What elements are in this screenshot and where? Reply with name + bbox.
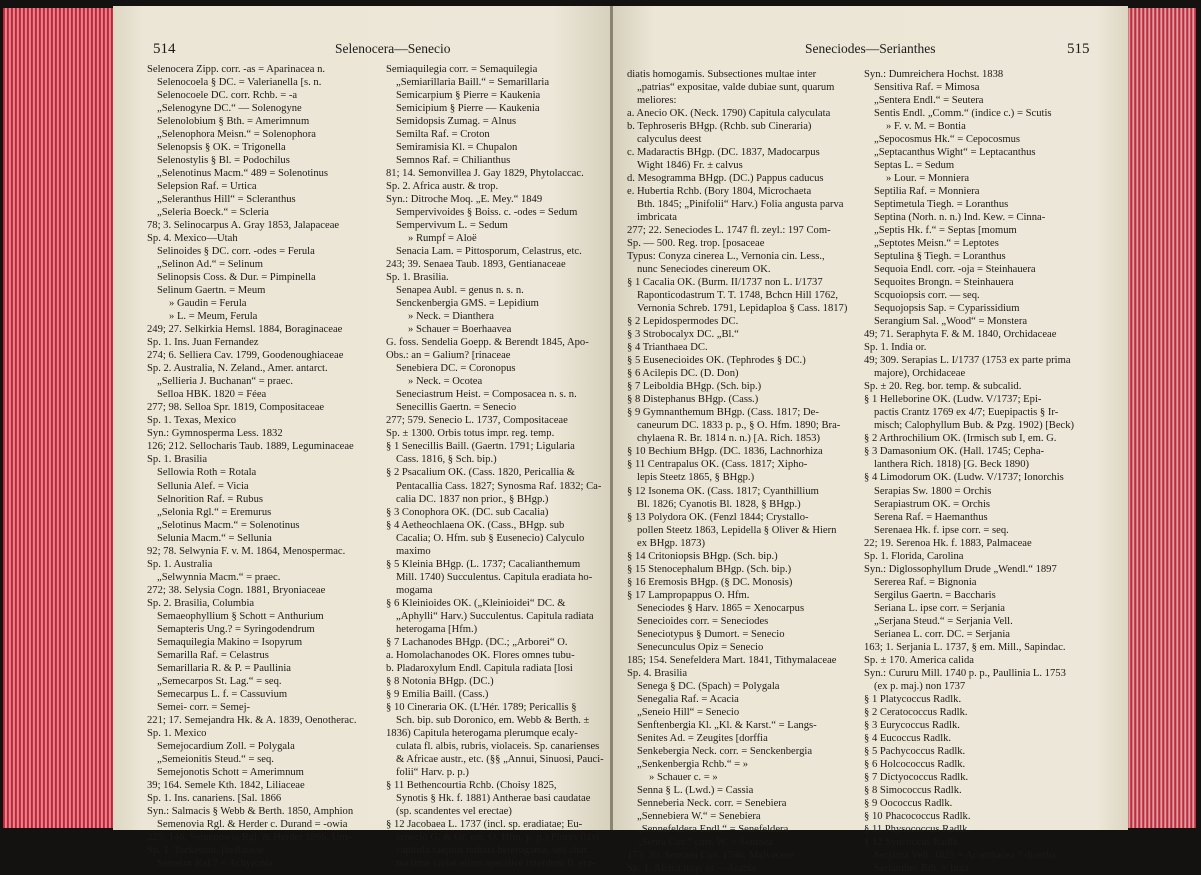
entry-line: Sp. ± 1300. Orbis totus impr. reg. temp.	[386, 428, 555, 440]
entry-line: Selunia Macm.“ = Sellunia	[157, 532, 272, 544]
entry-line: & Africae austr., etc. (§§ „Annui, Sinuosi, Pauci-	[396, 753, 604, 765]
entry-line: Sp. 4. Brasilia	[627, 667, 688, 679]
entry-line: Syn.: Salmacis § Webb & Berth. 1850, Amphion	[147, 805, 354, 817]
entry-line: Sp. 2. Africa austr. & trop.	[386, 181, 499, 193]
entry-line: heterogama [Hfm.)	[396, 623, 478, 635]
entry-line: Sequoia Endl. corr. -oja = Steinhauera	[874, 264, 1036, 276]
running-head-right: Seneciodes—Serianthes	[805, 41, 936, 56]
entry-line: Semecarpus L. f. = Cassuvium	[157, 688, 288, 700]
entry-line: § 9 Oococcus Radlk.	[864, 797, 953, 809]
entry-line: „Septis Hk. f.“ = Septas [momum	[874, 225, 1017, 237]
entry-line: 163; 1. Serjania L. 1737, § em. Mill., Sapindac.	[864, 641, 1066, 653]
entry-line: Sp. ± 170. America calida	[864, 654, 974, 666]
entry-line: » Schauer = Boerhaavea	[408, 324, 512, 336]
entry-line: Semaeophyllium § Schott = Anthurium	[157, 610, 324, 622]
entry-line: Syn.: Cururu Mill. 1740 p. p., Paullinia L. 1753	[864, 667, 1066, 679]
entry-line: Senapea Aubl. = genus n. s. n.	[396, 285, 524, 297]
entry-line: § 3 Eurycoccus Radlk.	[864, 719, 960, 731]
entry-line: capitula saepius radiata heterogama, sed char.	[396, 844, 590, 856]
entry-line: 277; 22. Seneciodes L. 1747 fl. zeyl.: 197 Com-	[627, 225, 831, 237]
entry-line: „Septotes Meisn.“ = Leptotes	[874, 238, 999, 250]
entry-line: § 12 Isonema OK. (Cass. 1817; Cyanthillium	[627, 485, 819, 497]
entry-line: Mill. 1740) Succulentus. Capitula eradiata ho-	[396, 571, 593, 583]
entry-line: chylaena R. Br. 1814 n. n.) [A. Rich. 1853)	[637, 433, 821, 445]
entry-line: Senna § L. (Lwd.) = Cassia	[637, 784, 754, 796]
entry-line: » Neck. = Ocotea	[408, 376, 483, 388]
entry-line: 221; 17. Semejandra Hk. & A. 1839, Oenotherac.	[147, 714, 357, 726]
entry-line: (ex p. maj.) non 1737	[874, 680, 966, 692]
entry-line: Synotis § Hk. f. 1881) Antherae basi caudatae	[396, 792, 591, 804]
entry-line: Semidopsis Zumag. = Alnus	[396, 116, 517, 128]
entry-line: § 9 Emilia Baill. (Cass.)	[386, 688, 489, 700]
entry-line: Selinoides § DC. corr. -odes = Ferula	[157, 246, 315, 258]
entry-line: § 4 Trianthaea DC.	[627, 342, 708, 354]
entry-line: Sellowia Roth = Rotala	[157, 467, 257, 479]
entry-line: Senftenbergia Kl. „Kl. & Karst.“ = Langs-	[637, 719, 817, 731]
entry-line: Semapteris Ung.? = Syringodendrum	[157, 623, 315, 635]
entry-line: Senecunculus Opiz = Senecio	[637, 641, 764, 653]
running-head-left: Selenocera—Senecio	[335, 41, 451, 56]
entry-line: Serangium Sal. „Wood“ = Monstera	[874, 316, 1028, 328]
entry-line: Selenopsis § OK. = Trigonella	[157, 142, 286, 154]
entry-line: Septina (Norh. n. n.) Ind. Kew. = Cinna-	[874, 212, 1046, 224]
entry-line: Wight 1846) Fr. ± calvus	[637, 160, 743, 172]
left-page	[113, 6, 612, 869]
entry-line: „Selenogyne DC.“ — Solenogyne	[157, 103, 302, 115]
entry-line: Serena Raf. = Haemanthus	[874, 511, 988, 523]
entry-line: Senecioides corr. = Seneciodes	[637, 615, 769, 627]
entry-line: Syn.: Ditroche Moq. „E. Mey.“ 1849	[386, 194, 543, 206]
entry-line: „Semecarpos St. Lag.“ = seq.	[157, 675, 282, 687]
entry-line: Serapiastrum OK. = Orchis	[874, 498, 991, 510]
entry-line: » Schauer c. = »	[649, 771, 718, 783]
entry-line: „Sellieria J. Buchanan“ = praec.	[157, 376, 293, 388]
entry-line: § 7 Dictyococcus Radlk.	[864, 771, 969, 783]
entry-line: Sp. 1. Ins. canariens. [Sal. 1866	[147, 792, 282, 804]
entry-line: § 4 Limodorum OK. (Ludw. V/1737; Ionorchis	[864, 472, 1064, 484]
entry-line: Semaquilegia Makino = Isopyrum	[157, 636, 303, 648]
entry-line: calia DC. 1837 non prior., § BHgp.)	[396, 493, 549, 505]
entry-line: § 10 Cineraria OK. (L'Hér. 1789; Pericallis §	[386, 701, 577, 713]
entry-line: § 7 Lachanodes BHgp. (DC.; „Arborei“ O.	[386, 636, 568, 648]
entry-line: „Sentera Endl.“ = Seutera	[874, 95, 984, 107]
entry-line: Senecillis Gaertn. = Senecio	[396, 402, 517, 414]
entry-line: » Gaudin = Ferula	[169, 298, 247, 310]
entry-line: G. foss. Sendelia Goepp. & Berendt 1845, Apo-	[386, 337, 589, 349]
entry-line: 274; 6. Selliera Cav. 1799, Goodenoughiaceae	[147, 350, 344, 362]
entry-line: 126; 212. Sellocharis Taub. 1889, Leguminaceae	[147, 441, 354, 453]
entry-line: § 10 Phacococcus Radlk.	[864, 810, 971, 822]
entry-line: Serjania Vell. 1825 = Acanthacea ? diantha	[874, 849, 1056, 861]
entry-line: § 3 Strobocalyx DC. „Bl.“	[627, 329, 739, 341]
entry-line: Selenolobium § Bth. = Amerimnum	[157, 116, 310, 128]
entry-line: 49; 71. Seraphyta F. & M. 1840, Orchidaceae	[864, 329, 1057, 341]
entry-line: Sp. 1. Florida, Carolina	[864, 550, 964, 562]
entry-line: Senites Ad. = Zeugites [dorffia	[637, 732, 768, 744]
entry-line: » L. = Meum, Ferula	[169, 311, 258, 323]
entry-line: Senebiera DC. = Coronopus	[396, 363, 516, 375]
entry-line: meliores:	[637, 95, 677, 107]
entry-line: Seneciastrum Heist. = Composacea n. s. n.	[396, 389, 577, 401]
entry-line: Sp. 4. Mexico—Utah	[147, 233, 238, 245]
entry-line: Typus: Conyza cinerea L., Vernonia cin. Less.,	[627, 251, 825, 263]
entry-line: „Sepocosmus Hk.“ = Cepocosmus	[874, 134, 1021, 146]
entry-line: Raponticodastrum T. T. 1748, Bchcn Hill 1762,	[637, 290, 839, 302]
entry-line: § 1 Cacalia OK. (Burm. II/1737 non L. I/1737	[627, 277, 823, 289]
entry-line: 22; 19. Serenoa Hk. f. 1883, Palmaceae	[864, 537, 1032, 549]
entry-line: Sp. 1. Africa trop. or.—Arabia	[627, 862, 756, 874]
entry-line: Selenocoele DC. corr. Rchb. = -a	[157, 90, 298, 102]
entry-line: § 13 Polydora OK. (Fenzl 1844; Crystallo-	[627, 511, 809, 523]
entry-line: e. Hubertia Rchb. (Bory 1804, Microchaeta	[627, 186, 812, 198]
entry-line: § 3 Conophora OK. (DC. sub Cacalia)	[386, 506, 549, 518]
entry-line: § 3 Damasonium OK. (Hall. 1745; Cepha-	[864, 446, 1045, 458]
entry-line: pactis Crantz 1769 ex 4/7; Euepipactis § Ir-	[874, 407, 1059, 419]
entry-line: Bl. 1826; Cyanotis Bl. 1828, § BHgp.)	[637, 498, 801, 510]
entry-line: Semicipium § Pierre — Kaukenia	[396, 103, 540, 115]
entry-line: Selenocera Zipp. corr. -as = Aparinacea n.	[147, 64, 326, 75]
entry-line: Syn.: Diglossophyllum Drude „Wendl.“ 1897	[864, 563, 1057, 575]
entry-line: 81; 14. Semonvillea J. Gay 1829, Phytolaccac.	[386, 168, 584, 180]
entry-line: Seriana L. ipse corr. = Serjania	[874, 602, 1005, 614]
entry-line: Selnorition Raf. = Rubus	[157, 493, 264, 505]
entry-line: imbricata	[637, 212, 678, 224]
entry-line: Sp. 1. Australia	[147, 558, 213, 570]
entry-line: Sp. 1. Mexico	[147, 727, 207, 739]
entry-line: Senega § DC. (Spach) = Polygala	[637, 680, 780, 692]
entry-line: diatis homogamis. Subsectiones multae inter	[627, 69, 817, 80]
entry-line: majore), Orchidaceae	[874, 368, 966, 380]
entry-line: „Selotinus Macm.“ = Solenotinus	[157, 519, 300, 531]
entry-line: Serianthes Bth. = Inga	[874, 862, 969, 874]
entry-line: „Serjana Steud.“ = Serjania Vell.	[874, 615, 1013, 627]
entry-line: Sentis Endl. „Comm.“ (indice c.) = Scutis	[874, 108, 1052, 120]
entry-line: Semarillaria R. & P. = Paullinia	[157, 662, 291, 674]
entry-line: 249; 27. Selkirkia Hemsl. 1884, Boraginaceae	[147, 324, 343, 336]
entry-line: § 6 Holcococcus Radlk.	[864, 758, 966, 770]
right-page-column-2	[864, 68, 1112, 875]
entry-line: „Selenophora Meisn.“ = Solenophora	[157, 129, 316, 141]
entry-line: Sp. 1. Brasilia	[147, 454, 208, 466]
entry-line: Selenostylis § Bl. = Podochilus	[157, 155, 290, 167]
entry-line: Senacia Lam. = Pittosporum, Celastrus, etc.	[396, 246, 582, 258]
entry-line: „Aphylli“ Harv.) Succulentus. Capitula radiata	[396, 610, 594, 622]
entry-line: senecio G. & Gr. em. O. Hfm. p. p.) Flores flavi,	[396, 831, 602, 843]
entry-line: § 16 Eremosis BHgp. (§ DC. Monosis)	[627, 576, 793, 588]
entry-line: Sensitiva Raf. = Mimosa	[874, 82, 980, 94]
entry-line: Selinum Gaertn. = Meum	[157, 285, 266, 297]
entry-line: maxime variat etiam specifice interdum fl. era-	[396, 857, 596, 869]
entry-line: Sempervivum L. = Sedum	[396, 220, 508, 232]
entry-line: Semiaquilegia corr. = Semaquilegia	[386, 64, 538, 75]
entry-line: Sp. 1. India or.	[864, 342, 927, 354]
entry-line: lanthera Rich. 1818) [G. Beck 1890)	[874, 459, 1030, 471]
entry-line: § 4 Aetheochlaena OK. (Cass., BHgp. sub	[386, 519, 565, 531]
entry-line: ex BHgp. 1873)	[637, 537, 705, 549]
entry-line: Septas L. = Sedum	[874, 160, 955, 172]
entry-line: § 9 Gymnanthemum BHgp. (Cass. 1817; De-	[627, 407, 819, 419]
entry-line: § 11 Bethencourtia Rchb. (Choisy 1825,	[386, 779, 557, 791]
entry-line: » Lour. = Monniera	[886, 173, 970, 185]
entry-line: § 8 Notonia BHgp. (DC.)	[386, 675, 494, 687]
entry-line: Serapias Sw. 1800 = Orchis	[874, 485, 992, 497]
entry-line: » Neck. = Dianthera	[408, 311, 494, 323]
entry-line: „Semeionitis Steud.“ = seq.	[157, 753, 274, 765]
entry-line: „Senkenbergia Rchb.“ = »	[637, 758, 749, 770]
entry-line: § 17 Lampropappus O. Hfm.	[627, 589, 750, 601]
entry-line: (sp. scandentes vel erectae)	[396, 805, 512, 817]
entry-line: Serianea L. corr. DC. = Serjania	[874, 628, 1010, 640]
entry-line: § 1 Platycoccus Radlk.	[864, 693, 962, 705]
entry-line: caneurum DC. 1833 p. p., § O. Hfm. 1890; Bra-	[637, 420, 841, 432]
entry-line: § 5 Pachycoccus Radlk.	[864, 745, 966, 757]
entry-line: 225; 146. Semenowia Rgl. & Herder 1866, Um-	[147, 831, 352, 843]
entry-line: Senckenbergia GMS. = Lepidium	[396, 298, 539, 310]
entry-line: „Selwynnia Macm.“ = praec.	[157, 571, 281, 583]
entry-line: 173; 30. Senraea Cav. 1786, Malvaceae	[627, 849, 795, 861]
entry-line: § 6 Acilepis DC. (D. Don)	[627, 368, 739, 380]
entry-line: „Sennebiera W.“ = Senebiera	[637, 810, 761, 822]
entry-line: § 8 Distephanus BHgp. (Cass.)	[627, 394, 759, 406]
entry-line: § 12 Syncoccus Radlk.	[864, 836, 962, 848]
entry-line: Septilia Raf. = Monniera	[874, 186, 980, 198]
entry-line: § 2 Arthrochilium OK. (Irmisch sub I, em. G.	[864, 433, 1057, 445]
entry-line: Septulina § Tiegh. = Loranthus	[874, 251, 1006, 263]
entry-line: „Seneio Hill“ = Senecio	[637, 706, 740, 718]
entry-line: Sererea Raf. = Bignonia	[874, 576, 977, 588]
right-page	[613, 6, 1128, 874]
entry-line: 49; 309. Serapias L. I/1737 (1753 ex parte prima	[864, 355, 1071, 367]
entry-line: § 11 Physococcus Radlk.	[864, 823, 971, 835]
entry-line: Cacalia; O. Hfm. sub § Eusenecio) Calyculo	[396, 532, 585, 544]
entry-line: 243; 39. Senaea Taub. 1893, Gentianaceae	[386, 259, 566, 271]
entry-line: § 7 Leiboldia BHgp. (Sch. bip.)	[627, 381, 762, 393]
entry-line: Semejonotis Schott = Amerimnum	[157, 766, 304, 778]
entry-line: Sp. 1. Ins. Juan Fernandez	[147, 337, 259, 349]
entry-line: Septimetula Tiegh. = Loranthus	[874, 199, 1009, 211]
book-edge-left	[3, 8, 115, 828]
entry-line: mogama	[396, 584, 433, 596]
entry-line: Selinopsis Coss. & Dur. = Pimpinella	[157, 272, 316, 284]
entry-line: Seneciodes § Harv. 1865 = Xenocarpus	[637, 602, 805, 614]
entry-line: § 2 Psacalium OK. (Cass. 1820, Pericallia &	[386, 467, 575, 479]
entry-line: maximo	[396, 545, 431, 557]
entry-line: § 5 Kleinia BHgp. (L. 1737; Cacalianthemum	[386, 558, 581, 570]
entry-line: 277; 98. Selloa Spr. 1819, Compositaceae	[147, 402, 325, 414]
entry-line: Sp. ± 20. Reg. bor. temp. & subcalid.	[864, 381, 1022, 393]
entry-line: § 14 Critoniopsis BHgp. (Sch. bip.)	[627, 550, 778, 562]
entry-line: Sp. 2. Brasilia, Columbia	[147, 597, 255, 609]
entry-line: 39; 164. Semele Kth. 1842, Liliaceae	[147, 779, 305, 791]
entry-line: Senkebergia Neck. corr. = Senckenbergia	[637, 745, 813, 757]
entry-line: „Selinon Ad.“ = Selinum	[157, 259, 264, 271]
entry-line: Senegalia Raf. = Acacia	[637, 693, 739, 705]
entry-line: § 1 Helleborine OK. (Ludw. V/1737; Epi-	[864, 394, 1042, 406]
entry-line: Syn.: Dumreichera Hochst. 1838	[864, 69, 1004, 80]
entry-line: § 10 Bechium BHgp. (DC. 1836, Lachnorhiza	[627, 446, 823, 458]
entry-line: Pentacallia Cass. 1827; Synosma Raf. 1832; Ca-	[396, 480, 602, 492]
page-number-left: 514	[153, 41, 176, 57]
entry-line: 1836) Capitula heterogama plerumque ecaly-	[386, 727, 578, 739]
entry-line: Semilta Raf. = Croton	[396, 129, 490, 141]
entry-line: Bth. 1845; „Pinifolii“ Harv.) Folia angusta parva	[637, 199, 844, 211]
entry-line: Cass. 1816, § Sch. bip.)	[396, 454, 497, 466]
entry-line: Serenaea Hk. f. ipse corr. = seq.	[874, 524, 1009, 536]
entry-line: b. Tephroseris BHgp. (Rchb. sub Cineraria)	[627, 121, 812, 133]
entry-line: Scquoiopsis corr. — seq.	[874, 290, 980, 302]
entry-line: § 1 Senecillis Baill. (Gaertn. 1791; Ligularia	[386, 441, 575, 453]
entry-line: Semicarpium § Pierre = Kaukenia	[396, 90, 541, 102]
entry-line: Sp. 1. Texas, Mexico	[147, 415, 237, 427]
entry-line: „Sennefeldera Endl.“ = Senefeldera	[637, 823, 789, 835]
entry-line: b. Pladaroxylum Endl. Capitula radiata [losi	[386, 662, 573, 674]
entry-line: 185; 154. Senefeldera Mart. 1841, Tithymalaceae	[627, 654, 837, 666]
entry-line: § 11 Centrapalus OK. (Cass. 1817; Xipho-	[627, 459, 808, 471]
entry-line: Semejocardium Zoll. = Polygala	[157, 740, 295, 752]
entry-line: „Selonia Rgl.“ = Eremurus	[157, 506, 272, 518]
entry-line: Selloa HBK. 1820 = Féea	[157, 389, 267, 401]
book-edge-right	[1128, 8, 1196, 828]
entry-line: Senneberia Neck. corr. = Senebiera	[637, 797, 787, 809]
right-page-column-1	[627, 68, 869, 875]
entry-line: „Selenotinus Macm.“ 489 = Solenotinus	[157, 168, 329, 180]
entry-line: Sp. 1. Brasilia.	[386, 272, 449, 284]
entry-line: Selenocoela § DC. = Valerianella [s. n.	[157, 77, 322, 89]
entry-line: § 15 Stenocephalum BHgp. (Sch. bip.)	[627, 563, 792, 575]
entry-line: Sequoites Brongn. = Steinhauera	[874, 277, 1014, 289]
page-number-right: 515	[1067, 41, 1090, 57]
entry-line: culata fl. albis, rubris, violaceis. Sp. canarienses	[396, 740, 600, 752]
entry-line: Sp. 2. Australia, N. Zeland., Amer. antarct.	[147, 363, 328, 375]
entry-line: Obs.: an = Galium? [rinaceae	[386, 350, 511, 362]
entry-line: „Senra Cav.“ corr. W. = Senraea	[637, 836, 773, 848]
entry-line: » Rumpf = Aloë	[408, 233, 477, 245]
entry-line: a. Anecio OK. (Neck. 1790) Capitula calyculata	[627, 108, 831, 120]
entry-line: Sergilus Gaertn. = Baccharis	[874, 589, 996, 601]
entry-line: d. Mesogramma BHgp. (DC.) Pappus caducus	[627, 173, 824, 185]
entry-line: „patrias“ expositae, valde dubiae sunt, quarum	[637, 82, 835, 94]
entry-line: § 2 Lepidospermodes DC.	[627, 316, 739, 328]
entry-line: misch; Calophyllum Bub. & Pzg. 1902) [Beck)	[874, 420, 1075, 432]
entry-line: Sellunia Alef. = Vicia	[157, 480, 249, 492]
entry-line: Selepsion Raf. = Urtica	[157, 181, 257, 193]
entry-line: c. Madaractis BHgp. (DC. 1837, Madocarpus	[627, 147, 820, 159]
entry-line: calyculus deest	[637, 134, 702, 146]
entry-line: a. Homolachanodes OK. Flores omnes tubu-	[386, 649, 575, 661]
entry-line: Sp. 1. Turkestan. [bellaceae	[147, 844, 265, 856]
entry-line: Seneciotypus § Dumort. = Senecio	[637, 628, 785, 640]
entry-line: Sch. bip. sub Doronico, em. Webb & Berth. ±	[396, 714, 590, 726]
entry-line: 277; 579. Senecio L. 1737, Compositaceae	[386, 415, 568, 427]
entry-line: Vernonia Schreb. 1791, Lepidaploa § Cass. 1817)	[637, 303, 848, 315]
entry-line: § 5 Eusenecioides OK. (Tephrodes § DC.)	[627, 355, 806, 367]
entry-line: folii“ Harv. p. p.)	[396, 766, 469, 778]
entry-line: § 4 Eucoccus Radlk.	[864, 732, 952, 744]
entry-line: § 8 Simococcus Radlk.	[864, 784, 962, 796]
entry-line: „Septacanthus Wight“ = Leptacanthus	[874, 147, 1036, 159]
entry-line: Sempervivoides § Boiss. c. -odes = Sedum	[396, 207, 578, 219]
entry-line: § 12 Jacobaea L. 1737 (incl. sp. eradiatae; Eu-	[386, 818, 583, 830]
entry-line: 92; 78. Selwynia F. v. M. 1864, Menospermac.	[147, 545, 346, 557]
entry-line: lepis Steetz 1865, § BHgp.)	[637, 472, 755, 484]
left-page-column-1	[147, 63, 389, 870]
entry-line: nunc Seneciodes cinereum OK.	[637, 264, 771, 276]
entry-line: Semei- corr. = Semej-	[157, 701, 251, 713]
entry-line: „Semiarillaria Baill.“ = Semarillaria	[396, 77, 550, 89]
entry-line: 78; 3. Selinocarpus A. Gray 1853, Jalapaceae	[147, 220, 340, 232]
entry-line: Sequojopsis Sap. = Cyparissidium	[874, 303, 1020, 315]
left-page-column-2	[386, 63, 612, 870]
entry-line: § 6 Kleinioides OK. („Kleinioidei“ DC. &	[386, 597, 566, 609]
entry-line: Semiramisia Kl. = Chupalon	[396, 142, 518, 154]
entry-line: pollen Steetz 1863, Lepidella § Oliver & Hiern	[637, 524, 837, 536]
entry-line: „Seleranthus Hill“ = Scleranthus	[157, 194, 296, 206]
entry-line: Semenovia Rgl. & Herder c. Durand = -owia	[157, 818, 348, 830]
entry-line: Semnos Raf. = Chilianthus	[396, 155, 511, 167]
entry-line: Semarilla Raf. = Celastrus	[157, 649, 269, 661]
entry-line: » F. v. M. = Bontia	[886, 121, 966, 133]
entry-line: 272; 38. Selysia Cogn. 1881, Bryoniaceae	[147, 584, 326, 596]
entry-line: Sp. — 500. Reg. trop. [posaceae	[627, 238, 765, 250]
entry-line: Syn.: Gymnosperma Less. 1832	[147, 428, 283, 440]
entry-line: „Seleria Boeck.“ = Scleria	[157, 207, 269, 219]
entry-line: § 2 Ceratococcus Radlk.	[864, 706, 968, 718]
entry-line: Semetor Raf.? = Achyronia	[157, 857, 273, 869]
